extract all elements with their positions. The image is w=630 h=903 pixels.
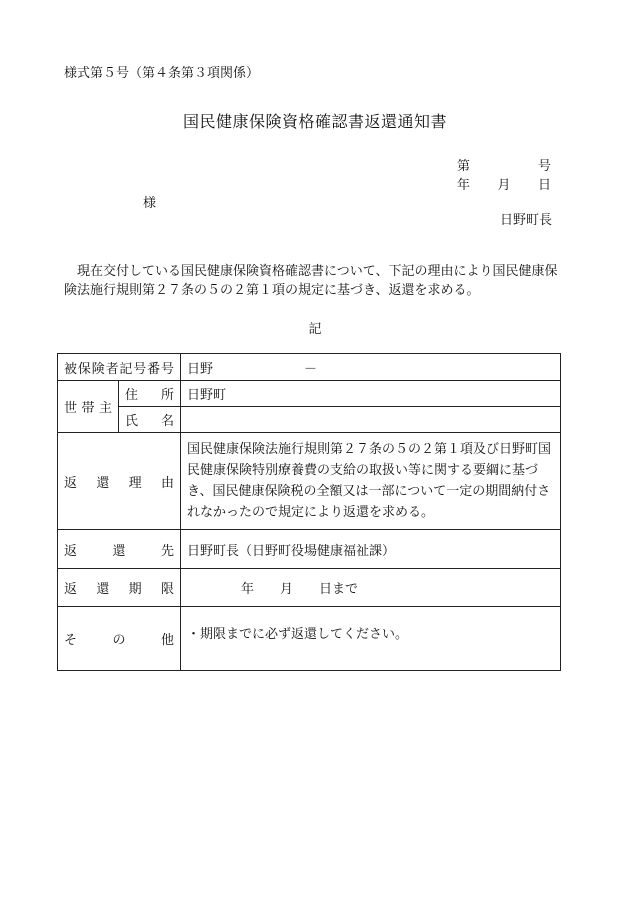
date-month: 月 [497,178,511,193]
reason-label: 返還理由 [58,433,181,530]
address-label: 住 所 [119,381,181,407]
other-label: その他 [58,607,181,671]
deadline-row [58,569,561,607]
date-year: 年 [457,178,471,193]
return-to-label: 返還先 [58,530,181,569]
insured-number-row [58,354,561,381]
deadline-value: 年 月 日まで [181,569,561,607]
document-number [457,155,551,174]
householder-address-row [58,381,561,407]
other-value: ・期限までに必ず返還してください。 [181,607,561,671]
form-number: 様式第５号（第４条第３項関係） [64,66,260,81]
return-to-value: 日野町長（日野町役場健康福祉課） [181,530,561,569]
addressee-suffix: 様 [143,196,157,211]
householder-label: 世帯主 [58,381,119,433]
return-details-table [57,353,561,671]
issuer: 日野町長 [500,213,553,228]
insured-number-value: 日野 － [181,354,561,381]
name-label: 氏 名 [119,407,181,433]
householder-name-row [58,407,561,433]
name-value [181,407,561,433]
body-text: 現在交付している国民健康保険資格確認書について、下記の理由により国民健康保険法施行規則第２７条の５の２第１項の規定に基づき、返還を求める。 [64,264,558,298]
date-day: 日 [537,178,551,193]
return-to-row [58,530,561,569]
document-title: 国民健康保険資格確認書返還通知書 [182,112,447,131]
address-value: 日野町 [181,381,561,407]
insured-number-label: 被保険者記号番号 [58,354,181,381]
number-prefix: 第 [457,159,471,174]
deadline-label: 返還期限 [58,569,181,607]
ki-heading: 記 [308,322,322,337]
reason-row [58,433,561,530]
number-suffix: 号 [537,159,551,174]
reason-value: 国民健康保険法施行規則第２７条の５の２第１項及び日野町国民健康保険特別療養費の支給の取扱い等に関する要綱に基づき、国民健康保険税の全額又は一部について一定の期間納付されなかったので規定により返還を求める。 [181,433,561,530]
document-date [457,174,551,193]
other-row [58,607,561,671]
